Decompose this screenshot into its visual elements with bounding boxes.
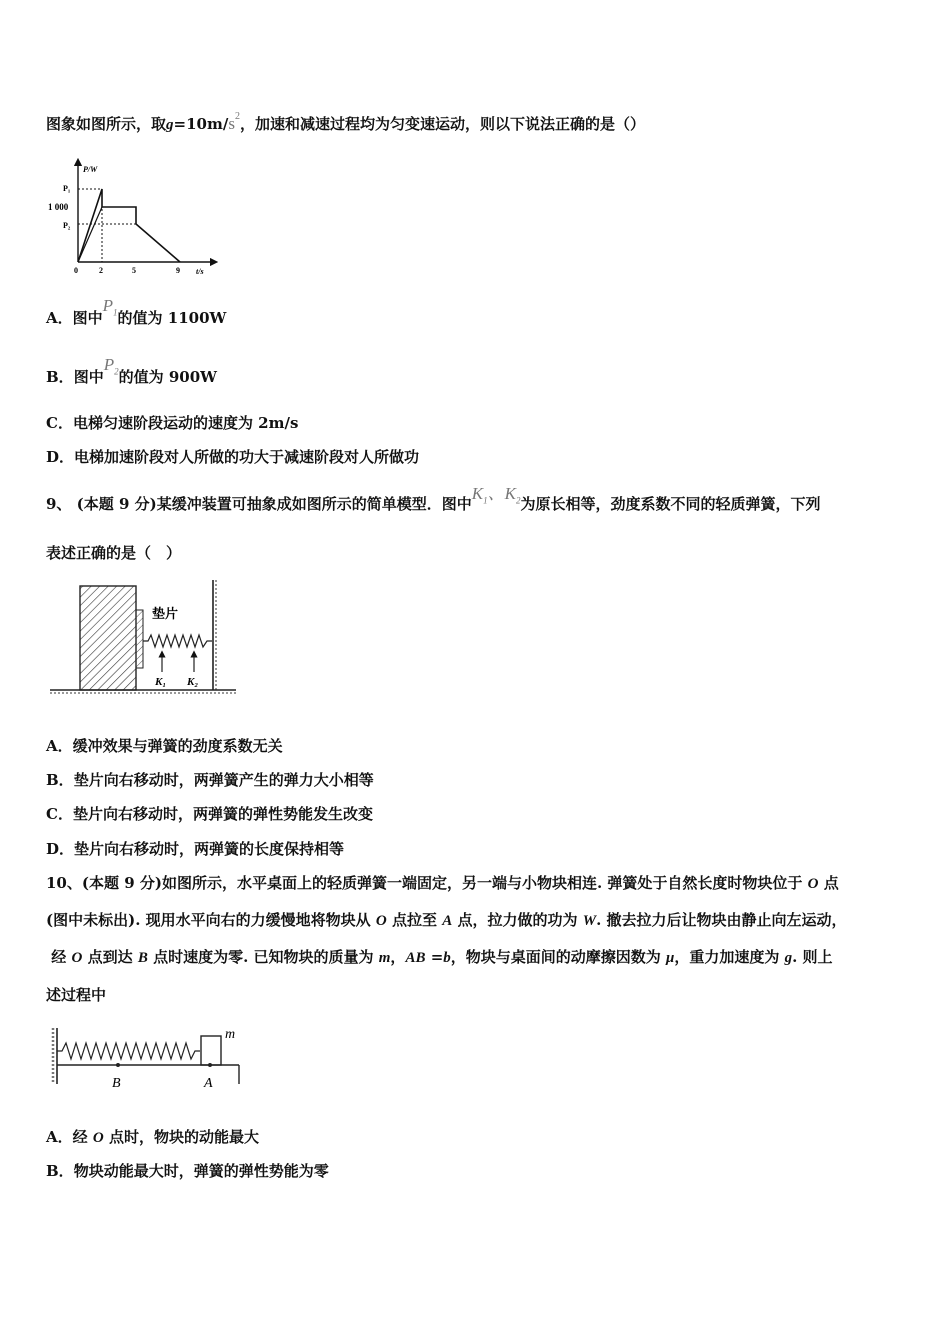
power-time-graph xyxy=(46,158,226,278)
pad-label: 垫片 xyxy=(152,607,179,622)
q9-option-d[interactable]: D．垫片向右移动时，两弹簧的长度保持相等 xyxy=(46,840,345,858)
point-a-label: A xyxy=(204,1076,213,1091)
tick-p2: P₂ xyxy=(63,221,71,230)
q9-option-c[interactable]: C．垫片向右移动时，两弹簧的弹性势能发生改变 xyxy=(46,805,373,823)
tick-0: 0 xyxy=(74,266,78,275)
block xyxy=(80,586,136,690)
q10-option-b[interactable]: B．物块动能最大时，弹簧的弹性势能为零 xyxy=(46,1162,329,1180)
small-block xyxy=(201,1036,221,1065)
k1-label: K₁ xyxy=(155,676,167,688)
pad xyxy=(136,610,143,668)
spring-block-figure xyxy=(44,1024,244,1094)
point-b-label: B xyxy=(112,1076,121,1091)
mass-label: m xyxy=(225,1027,236,1042)
q10-option-a[interactable]: A．经 O 点时，物块的动能最大 xyxy=(46,1128,259,1146)
tick-2: 2 xyxy=(99,266,103,275)
q10-stem-2: (图中未标出). 现用水平向右的力缓慢地将物块从 O 点拉至 A 点，拉力做的功为 W. 撤去拉力后让物块由静止向左运动， xyxy=(46,911,847,929)
q10-stem-1: 10、(本题 9 分)如图所示，水平桌面上的轻质弹簧一端固定，另一端与小物块相连. 弹簧处于自然长度时物块位于 O 点 xyxy=(46,874,839,892)
y-axis-label: P/W xyxy=(83,165,98,174)
q8-option-a[interactable]: A．图中$P_1$的值为 1100W xyxy=(46,296,227,327)
tick-p1: P₁ xyxy=(63,184,71,193)
springs xyxy=(143,635,212,647)
q10-stem-4: 述过程中 xyxy=(46,986,107,1004)
q9-stem-cont: 表述正确的是（ ） xyxy=(46,544,182,562)
buffer-device-figure xyxy=(48,578,238,703)
unit-s: $s^2$ xyxy=(228,111,240,133)
q9-option-a[interactable]: A．缓冲效果与弹簧的劲度系数无关 xyxy=(46,737,283,755)
q8-option-b[interactable]: B．图中$P_2$的值为 900W xyxy=(46,355,217,386)
q8-option-d[interactable]: D．电梯加速阶段对人所做的功大于减速阶段对人所做功 xyxy=(46,448,420,466)
q8-option-c[interactable]: C．电梯匀速阶段运动的速度为 2m/s xyxy=(46,414,299,432)
x-axis-label: t/s xyxy=(196,267,204,276)
q9-option-b[interactable]: B．垫片向右移动时，两弹簧产生的弹力大小相等 xyxy=(46,771,374,789)
tick-9: 9 xyxy=(176,266,180,275)
q8-stem: 图象如图所示，取$g=10m/s^2$，加速和减速过程均为匀变速运动，则以下说法正确的是（） xyxy=(46,111,645,133)
q10-stem-3: 经 O 点到达 B 点时速度为零. 已知物块的质量为 m，AB =b，物块与桌面间的动摩擦因数为 μ，重力加速度为 g. 则上 xyxy=(51,948,833,966)
g-variable: g xyxy=(166,117,174,133)
tick-5: 5 xyxy=(132,266,136,275)
q9-stem: 9、 (本题 9 分)某缓冲装置可抽象成如图所示的简单模型．图中$K_1$、$K_2$为原长相等，劲度系数不同的轻质弹簧，下列 xyxy=(46,484,821,513)
spring xyxy=(57,1043,200,1059)
tick-1000: 1 000 xyxy=(48,202,69,212)
k2-label: K₂ xyxy=(187,676,199,688)
